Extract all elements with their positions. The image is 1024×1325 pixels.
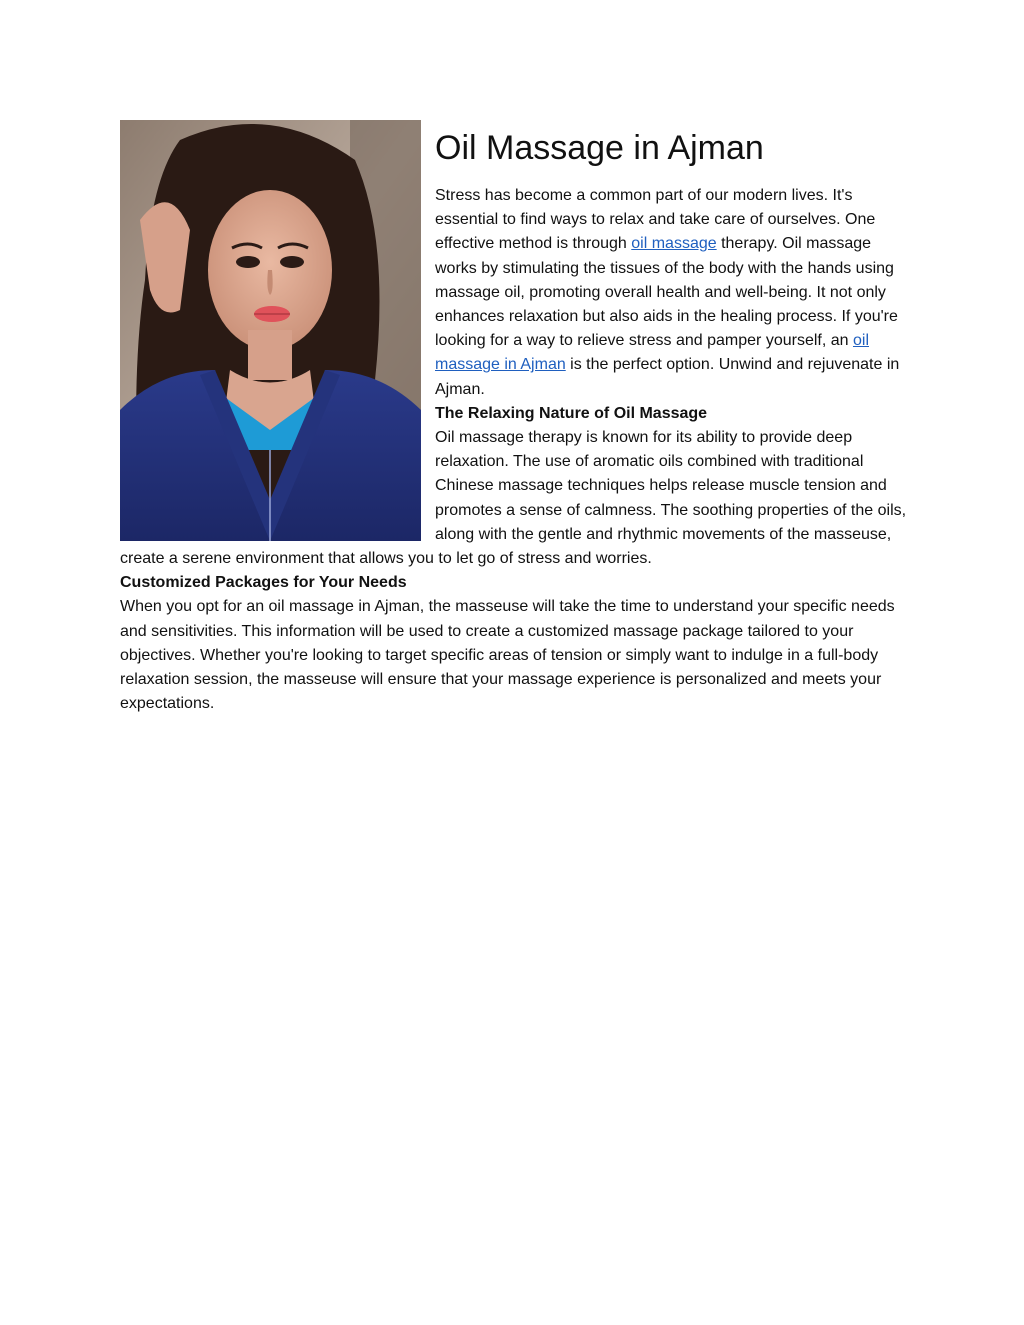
intro-text-3: is the perfect option. Unwind and rejuvenate in Ajman. <box>435 356 900 398</box>
section-body-packages: When you opt for an oil massage in Ajman, the masseuse will take the time to understand your specific needs and sensitivities. This information will be used to create a customized massage package tailored to your objectives. Whether you're looking to target specific areas of tension or simply want to indulge in a full-body relaxation session, the masseuse will ensure that your massage experience is personalized and meets your expectations. <box>120 598 895 713</box>
article <box>120 118 910 716</box>
intro-text-1: Stress has become a common part of our modern lives. It's essential to find ways to relax and take care of ourselves. One effective method is through <box>435 187 876 253</box>
section-body-relaxing: Oil massage therapy is known for its ability to provide deep relaxation. The use of aromatic oils combined with traditional Chinese massage techniques helps release muscle tension and promotes a sense of calmness. The soothing properties of the oils, along with the gentle and rhythmic movements of the masseuse, create a serene environment that allows you to let go of stress and worries. <box>120 429 907 568</box>
portrait-illustration <box>120 120 421 541</box>
intro-text-2: therapy. Oil massage works by stimulating the tissues of the body with the hands using massage oil, promoting overall health and well-being. It not only enhances relaxation but also aids in the healing process. If you're looking for a way to relieve stress and pamper yourself, an <box>435 235 898 350</box>
portrait-photo <box>120 120 421 541</box>
section-heading-relaxing: The Relaxing Nature of Oil Massage <box>435 404 708 422</box>
oil-massage-link[interactable]: oil massage <box>631 235 717 253</box>
section-heading-packages: Customized Packages for Your Needs <box>120 574 407 592</box>
oil-massage-in-ajman-link[interactable]: oil massage in Ajman <box>435 332 869 374</box>
page-title: Oil Massage in Ajman <box>435 129 764 167</box>
